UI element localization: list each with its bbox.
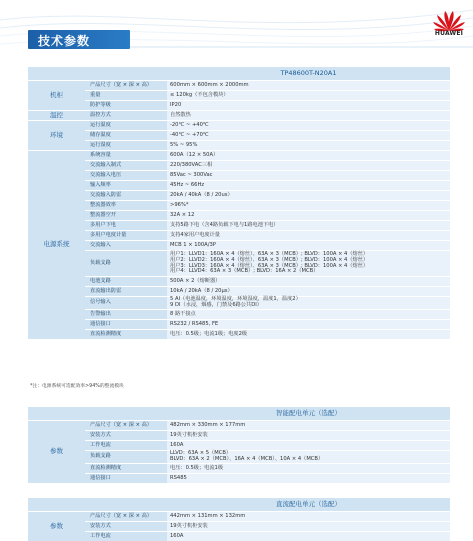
param-value: 500A × 2（熔断器） bbox=[167, 277, 450, 287]
param-label: 系统容量 bbox=[85, 151, 167, 161]
param-value: 160A bbox=[167, 532, 450, 541]
model-name: TP48600T-N20A1 bbox=[167, 67, 450, 81]
section-title-bar bbox=[28, 30, 130, 49]
param-value: ≤ 120kg（不包含模块） bbox=[167, 91, 450, 101]
param-label: 工作电流 bbox=[85, 441, 167, 451]
table-row bbox=[28, 111, 450, 121]
param-value: 442mm × 131mm × 132mm bbox=[167, 512, 450, 522]
table-title: 智能配电单元（选配） bbox=[167, 407, 450, 421]
param-label: 整流器空开 bbox=[85, 211, 167, 221]
param-value: 600mm × 600mm × 2000mm bbox=[167, 81, 450, 91]
param-value: 482mm × 330mm × 177mm bbox=[167, 421, 450, 431]
param-label: 负载支路 bbox=[85, 251, 167, 277]
param-label: 交流输入制式 bbox=[85, 161, 167, 171]
table-row bbox=[28, 310, 450, 320]
group-label: 机柜 bbox=[28, 81, 85, 111]
param-value: 85Vac ~ 300Vac bbox=[167, 171, 450, 181]
dc-pdu-table bbox=[28, 497, 450, 541]
table-row bbox=[28, 201, 450, 211]
main-spec-table bbox=[28, 66, 450, 340]
table-row bbox=[28, 431, 450, 441]
param-label: 交流输入防雷 bbox=[85, 191, 167, 201]
param-label: 告警输出 bbox=[85, 310, 167, 320]
param-label: 直流检测精度 bbox=[85, 464, 167, 474]
param-label: 电池支路 bbox=[85, 277, 167, 287]
param-label: 防护等级 bbox=[85, 101, 167, 111]
param-value: 220/380VAC三相 bbox=[167, 161, 450, 171]
param-label: 工作电流 bbox=[85, 532, 167, 541]
param-value: 5 AI（电池温度，环境温度，环境湿度，温度1，温度2） 9 DI（水浸，烟感，门禁及6路公共DI） bbox=[167, 297, 450, 310]
param-value: 支持4家用户电度计量 bbox=[167, 231, 450, 241]
param-label: 安装方式 bbox=[85, 431, 167, 441]
table-header-row bbox=[28, 498, 450, 512]
table-row bbox=[28, 441, 450, 451]
table-row bbox=[28, 121, 450, 131]
param-label: 产品尺寸（宽 × 深 × 高） bbox=[85, 81, 167, 91]
param-label: 运行温度 bbox=[85, 121, 167, 131]
param-label: 负载支路 bbox=[85, 451, 167, 464]
param-label: 多用户电度计量 bbox=[85, 231, 167, 241]
table-row bbox=[28, 287, 450, 297]
table-row bbox=[28, 221, 450, 231]
param-value: 用户1：LLVD1：160A × 4（熔丝）、63A × 3（MCB）; BLVD：100A × 4（熔丝） 用户2：LLVD2：160A × 4（熔丝）、63A × 3（MCB）; BLVD：100A × 4（熔丝） 用户3：LLVD3：160A × 4（熔丝）、63A × 3（MCB）; BLVD：100A × 4（熔丝） 用户4：LLVD4：63A × 3（MCB）; BLVD：16A × 2（MCB） bbox=[167, 251, 450, 277]
page-header bbox=[0, 0, 473, 62]
param-value: 自然散热 bbox=[167, 111, 450, 121]
table-row bbox=[28, 161, 450, 171]
table-row bbox=[28, 171, 450, 181]
table-row bbox=[28, 522, 450, 532]
table-row bbox=[28, 151, 450, 161]
table-row bbox=[28, 241, 450, 251]
param-value: 32A × 12 bbox=[167, 211, 450, 221]
param-value: RS485 bbox=[167, 474, 450, 484]
param-value: IP20 bbox=[167, 101, 450, 111]
section-title: 技术参数 bbox=[38, 34, 91, 48]
footnote: *注：电源系统可选配效率>94%的整流模块 bbox=[30, 384, 124, 389]
table-row bbox=[28, 297, 450, 310]
param-value: LLVD：63A × 5（MCB） BLVD：63A × 2（MCB）、16A × 4（MCB）、10A × 4（MCB） bbox=[167, 451, 450, 464]
logo-text: HUAWEI bbox=[434, 30, 464, 37]
param-value: -40℃ ~ +70℃ bbox=[167, 131, 450, 141]
param-label: 运行湿度 bbox=[85, 141, 167, 151]
table-row bbox=[28, 320, 450, 330]
group-label: 参数 bbox=[28, 421, 85, 484]
param-label: 交流输入 bbox=[85, 241, 167, 251]
table-row bbox=[28, 211, 450, 221]
param-value: >96%* bbox=[167, 201, 450, 211]
param-value: -20℃ ~ +40℃ bbox=[167, 121, 450, 131]
param-label: 储存温度 bbox=[85, 131, 167, 141]
table-header-row bbox=[28, 67, 450, 81]
param-value: 电压：0.5级；电流1级 bbox=[167, 464, 450, 474]
table-row bbox=[28, 330, 450, 340]
param-value: 45Hz ~ 66Hz bbox=[167, 181, 450, 191]
param-value: 支持5路下电（含4路负载下电与1路电池下电） bbox=[167, 221, 450, 231]
param-value: RS232 / RS485, FE bbox=[167, 320, 450, 330]
group-label: 电源系统 bbox=[28, 151, 85, 340]
table-row bbox=[28, 451, 450, 464]
param-label: 产品尺寸（宽 × 深 × 高） bbox=[85, 421, 167, 431]
table-row bbox=[28, 512, 450, 522]
param-label: 通信接口 bbox=[85, 474, 167, 484]
param-value: 电压：0.5级；电流1级；电度2级 bbox=[167, 330, 450, 340]
table-row bbox=[28, 421, 450, 431]
group-label: 参数 bbox=[28, 512, 85, 541]
param-value: 10kA / 20kA（8 / 20μs） bbox=[167, 287, 450, 297]
param-label: 温控方式 bbox=[85, 111, 167, 121]
param-label: 重量 bbox=[85, 91, 167, 101]
table-header-row bbox=[28, 407, 450, 421]
param-value: 19英寸机柜安装 bbox=[167, 431, 450, 441]
group-label: 环境 bbox=[28, 121, 85, 151]
param-label: 信号输入 bbox=[85, 297, 167, 310]
param-value: 160A bbox=[167, 441, 450, 451]
table-row bbox=[28, 474, 450, 484]
param-label: 安装方式 bbox=[85, 522, 167, 532]
param-value: 600A（12 × 50A） bbox=[167, 151, 450, 161]
param-label: 交流输入电压 bbox=[85, 171, 167, 181]
table-row bbox=[28, 181, 450, 191]
param-label: 多用户下电 bbox=[85, 221, 167, 231]
group-label: 温控 bbox=[28, 111, 85, 121]
param-label: 输入频率 bbox=[85, 181, 167, 191]
param-value: 20kA / 40kA（8 / 20us） bbox=[167, 191, 450, 201]
table-row bbox=[28, 251, 450, 277]
table-row bbox=[28, 464, 450, 474]
param-value: MCB 1 × 100A/3P bbox=[167, 241, 450, 251]
table-row bbox=[28, 231, 450, 241]
table-row bbox=[28, 141, 450, 151]
table-title: 直流配电单元（选配） bbox=[167, 498, 450, 512]
smart-pdu-table bbox=[28, 406, 450, 484]
param-label: 产品尺寸（宽 × 深 × 高） bbox=[85, 512, 167, 522]
table-row bbox=[28, 81, 450, 91]
table-row bbox=[28, 91, 450, 101]
param-label: 通信接口 bbox=[85, 320, 167, 330]
table-row bbox=[28, 101, 450, 111]
param-value: 8 路干接点 bbox=[167, 310, 450, 320]
param-label: 整流器效率 bbox=[85, 201, 167, 211]
param-value: 19英寸机柜安装 bbox=[167, 522, 450, 532]
table-row bbox=[28, 191, 450, 201]
param-label: 直流检测精度 bbox=[85, 330, 167, 340]
table-row bbox=[28, 277, 450, 287]
table-row bbox=[28, 131, 450, 141]
param-value: 5% ~ 95% bbox=[167, 141, 450, 151]
main-table-body bbox=[28, 81, 450, 340]
param-label: 直流输出防雷 bbox=[85, 287, 167, 297]
table-row bbox=[28, 532, 450, 541]
